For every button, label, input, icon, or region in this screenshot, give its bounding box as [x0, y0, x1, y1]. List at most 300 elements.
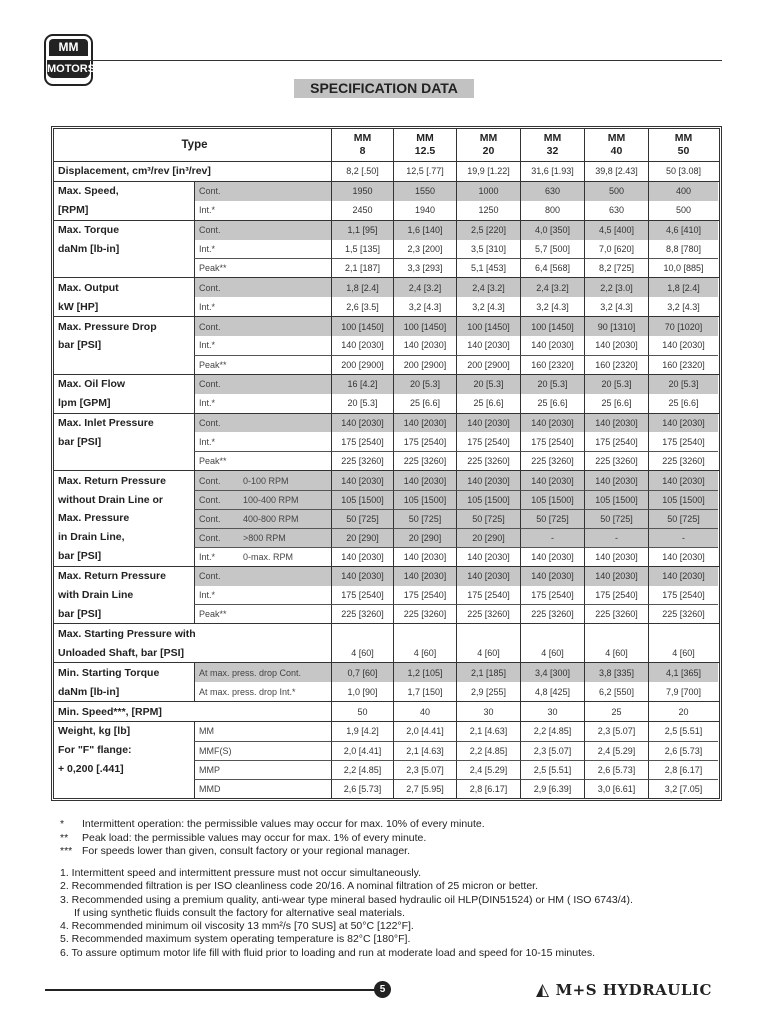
table-row: [54, 701, 719, 721]
model-header: [456, 129, 520, 161]
table-row: [54, 760, 719, 779]
value-cell: 2,2 [4.85]: [456, 741, 520, 760]
model-series: MM: [543, 132, 562, 144]
value-cell: 25 [6.6]: [648, 394, 718, 413]
value-cell: 3,2 [4.3]: [456, 297, 520, 316]
value-cell: 50 [725]: [331, 509, 393, 528]
value-cell: 225 [3260]: [393, 604, 456, 623]
value-cell: 140 [2030]: [584, 567, 648, 586]
row-label: bar [PSI]: [58, 339, 102, 352]
table-row: [54, 721, 719, 741]
value-cell: [648, 624, 718, 643]
footnote-text: Intermittent operation: the permissible values may occur for max. 10% of every minute.: [82, 818, 485, 830]
value-cell: 1,7 [150]: [393, 682, 456, 701]
row-condition: [194, 471, 331, 490]
logo-bottom-text: MOTORS: [47, 60, 90, 78]
value-cell: 1,6 [140]: [393, 221, 456, 240]
row-condition: [194, 604, 331, 623]
value-cell: 1,5 [135]: [331, 240, 393, 259]
value-cell: 4,0 [350]: [520, 221, 584, 240]
value-cell: 50 [725]: [520, 509, 584, 528]
value-cell: 2,3 [5.07]: [520, 741, 584, 760]
value-cell: 50 [725]: [584, 509, 648, 528]
row-label: Max. Pressure: [58, 512, 130, 525]
value-cell: 2,5 [220]: [456, 221, 520, 240]
value-cell: 2,0 [4.41]: [393, 722, 456, 741]
row-label: Max. Torque: [58, 224, 120, 237]
value-cell: 2,4 [5.29]: [456, 760, 520, 779]
condition-text: Int.*: [199, 551, 216, 562]
value-cell: 175 [2540]: [520, 586, 584, 605]
notes-list: [60, 867, 633, 960]
row-label: Max. Starting Pressure with: [58, 627, 196, 640]
value-cell: 2,9 [255]: [456, 682, 520, 701]
value-cell: 16 [4.2]: [331, 375, 393, 394]
value-cell: 175 [2540]: [648, 432, 718, 451]
condition-text: Int.*: [199, 301, 216, 312]
table-row: [54, 586, 719, 605]
value-cell: 4,1 [365]: [648, 663, 718, 682]
condition-text: Int.*: [199, 205, 216, 216]
value-cell: 140 [2030]: [393, 547, 456, 566]
value-cell: 140 [2030]: [584, 471, 648, 490]
spec-table: [51, 126, 722, 801]
value-cell: 2,1 [187]: [331, 258, 393, 277]
value-cell: 3,8 [335]: [584, 663, 648, 682]
value-cell: 140 [2030]: [456, 547, 520, 566]
footer-rule: [45, 989, 375, 991]
row-label: lpm [GPM]: [58, 397, 111, 410]
value-cell: 3,4 [300]: [520, 663, 584, 682]
condition-text: Int.*: [199, 436, 216, 447]
value-cell: 4 [60]: [648, 643, 718, 662]
table-row: [54, 604, 719, 623]
value-cell: 225 [3260]: [456, 451, 520, 470]
value-cell: 19,9 [1.22]: [456, 162, 520, 181]
table-row: [54, 623, 719, 643]
value-cell: 800: [520, 201, 584, 220]
value-cell: 2,2 [4.85]: [520, 722, 584, 741]
value-cell: 50: [331, 702, 393, 721]
value-cell: 2450: [331, 201, 393, 220]
value-cell: 8,2 [.50]: [331, 162, 393, 181]
model-size: 8: [359, 145, 366, 157]
value-cell: 140 [2030]: [456, 414, 520, 433]
row-condition: [194, 317, 331, 336]
condition-text: Cont.: [199, 225, 221, 236]
value-cell: 160 [2320]: [648, 355, 718, 374]
page-number: 5: [374, 981, 391, 998]
row-label: Min. Speed***, [RPM]: [58, 705, 162, 718]
value-cell: 2,3 [5.07]: [393, 760, 456, 779]
condition-text: Cont.: [199, 418, 221, 429]
value-cell: 140 [2030]: [648, 471, 718, 490]
table-row: [54, 451, 719, 470]
value-cell: 225 [3260]: [584, 451, 648, 470]
row-label: Max. Return Pressure: [58, 474, 166, 487]
row-condition: [194, 414, 331, 433]
value-cell: 105 [1500]: [520, 490, 584, 509]
value-cell: 20 [5.3]: [456, 375, 520, 394]
table-row: [54, 297, 719, 316]
model-size: 12.5: [414, 145, 436, 157]
footnote-mark: *: [60, 818, 65, 830]
value-cell: 1250: [456, 201, 520, 220]
footnote: [60, 832, 485, 846]
value-cell: 2,5 [5.51]: [520, 760, 584, 779]
value-cell: 12,5 [.77]: [393, 162, 456, 181]
value-cell: 200 [2900]: [456, 355, 520, 374]
table-row: [54, 741, 719, 760]
row-condition: [194, 240, 331, 259]
ms-logo-icon: ◭: [536, 980, 550, 1000]
row-label: [54, 355, 194, 374]
model-header: [584, 129, 648, 161]
condition-text: Peak**: [199, 456, 227, 467]
note-item: 6. To assure optimum motor life fill with fluid prior to loading and run at moderate load and speed for 10-15 minutes.: [60, 946, 596, 959]
value-cell: 140 [2030]: [393, 414, 456, 433]
value-cell: 4 [60]: [331, 643, 393, 662]
table-row: [54, 394, 719, 413]
value-cell: 0,7 [60]: [331, 663, 393, 682]
condition-text: Cont.: [199, 571, 221, 582]
row-label: [54, 779, 194, 798]
table-row: [54, 181, 719, 201]
value-cell: 140 [2030]: [456, 336, 520, 355]
value-cell: 1,2 [105]: [393, 663, 456, 682]
value-cell: 225 [3260]: [648, 451, 718, 470]
value-cell: 20 [5.3]: [331, 394, 393, 413]
row-condition: [194, 278, 331, 297]
value-cell: 140 [2030]: [331, 547, 393, 566]
value-cell: 2,6 [3.5]: [331, 297, 393, 316]
value-cell: 175 [2540]: [584, 432, 648, 451]
value-cell: 140 [2030]: [393, 471, 456, 490]
value-cell: 200 [2900]: [393, 355, 456, 374]
value-cell: 500: [648, 201, 718, 220]
value-cell: 20 [290]: [331, 528, 393, 547]
condition-text: Peak**: [199, 359, 227, 370]
note-item: If using synthetic fluids consult the factory for alternative seal materials.: [74, 906, 405, 919]
value-cell: 175 [2540]: [520, 432, 584, 451]
table-row: [54, 336, 719, 355]
value-cell: 7,0 [620]: [584, 240, 648, 259]
condition-text: MMD: [199, 783, 221, 794]
type-header: Type: [181, 139, 208, 151]
condition-text: Int.*: [199, 340, 216, 351]
model-series: MM: [674, 132, 693, 144]
value-cell: 100 [1450]: [520, 317, 584, 336]
value-cell: 2,2 [3.0]: [584, 278, 648, 297]
condition-range: 0-max. RPM: [243, 551, 294, 562]
value-cell: 90 [1310]: [584, 317, 648, 336]
condition-text: At max. press. drop Int.*: [199, 686, 296, 697]
value-cell: 25 [6.6]: [456, 394, 520, 413]
value-cell: 1,1 [95]: [331, 221, 393, 240]
value-cell: 50 [725]: [648, 509, 718, 528]
row-label: Max. Return Pressure: [58, 570, 166, 583]
value-cell: 20 [290]: [393, 528, 456, 547]
value-cell: 2,8 [6.17]: [456, 779, 520, 798]
value-cell: 140 [2030]: [520, 414, 584, 433]
value-cell: 25: [584, 702, 648, 721]
footnote-text: Peak load: the permissible values may occur for max. 1% of every minute.: [82, 831, 427, 844]
value-cell: 630: [520, 182, 584, 201]
value-cell: 5,1 [453]: [456, 258, 520, 277]
row-condition: [194, 509, 331, 528]
row-condition: [194, 779, 331, 798]
row-label: For "F" flange:: [58, 744, 132, 757]
value-cell: 30: [520, 702, 584, 721]
row-label: without Drain Line or: [58, 493, 163, 506]
row-label: [54, 451, 194, 470]
value-cell: 1550: [393, 182, 456, 201]
table-row: [54, 162, 719, 181]
table-header: [54, 129, 719, 162]
value-cell: 630: [584, 201, 648, 220]
condition-text: MMF(S): [199, 745, 232, 756]
footnote: [60, 845, 485, 859]
value-cell: 105 [1500]: [393, 490, 456, 509]
value-cell: 160 [2320]: [520, 355, 584, 374]
row-condition: [194, 375, 331, 394]
value-cell: 140 [2030]: [648, 414, 718, 433]
value-cell: [331, 624, 393, 643]
value-cell: 225 [3260]: [456, 604, 520, 623]
value-cell: 500: [584, 182, 648, 201]
value-cell: 30: [456, 702, 520, 721]
model-header: [331, 129, 393, 161]
value-cell: 105 [1500]: [584, 490, 648, 509]
table-row: [54, 643, 719, 662]
value-cell: 3,2 [4.3]: [648, 297, 718, 316]
table-row: [54, 490, 719, 509]
condition-range: 0-100 RPM: [243, 475, 289, 486]
value-cell: 105 [1500]: [648, 490, 718, 509]
model-size: 32: [546, 145, 559, 157]
row-label: [54, 258, 194, 277]
brand-logo: [536, 980, 712, 1000]
value-cell: 20 [290]: [456, 528, 520, 547]
value-cell: 4 [60]: [584, 643, 648, 662]
table-row: [54, 432, 719, 451]
value-cell: 4 [60]: [520, 643, 584, 662]
condition-text: Cont.: [199, 186, 221, 197]
model-series: MM: [479, 132, 498, 144]
value-cell: 2,2 [4.85]: [331, 760, 393, 779]
value-cell: 175 [2540]: [648, 586, 718, 605]
row-condition: [194, 394, 331, 413]
value-cell: 2,7 [5.95]: [393, 779, 456, 798]
row-condition: [194, 682, 331, 701]
row-label: + 0,200 [.441]: [58, 763, 124, 776]
value-cell: 2,4 [5.29]: [584, 741, 648, 760]
value-cell: 140 [2030]: [520, 336, 584, 355]
table-row: [54, 547, 719, 566]
value-cell: 6,4 [568]: [520, 258, 584, 277]
value-cell: 140 [2030]: [520, 471, 584, 490]
row-condition: [194, 336, 331, 355]
value-cell: 140 [2030]: [648, 547, 718, 566]
value-cell: 225 [3260]: [520, 604, 584, 623]
value-cell: [520, 624, 584, 643]
model-size: 40: [610, 145, 623, 157]
condition-text: Peak**: [199, 609, 227, 620]
value-cell: 225 [3260]: [331, 604, 393, 623]
row-label: Max. Speed,: [58, 185, 119, 198]
condition-text: Cont.: [199, 495, 221, 506]
value-cell: 105 [1500]: [331, 490, 393, 509]
value-cell: 100 [1450]: [331, 317, 393, 336]
footnotes: [60, 818, 485, 859]
value-cell: 140 [2030]: [456, 471, 520, 490]
value-cell: 3,2 [4.3]: [520, 297, 584, 316]
note-item: 2. Recommended filtration is per ISO cleanliness code 20/16. A nominal filtration of 25 micron or better.: [60, 880, 539, 893]
condition-range: >800 RPM: [243, 532, 286, 543]
value-cell: 4 [60]: [456, 643, 520, 662]
value-cell: 200 [2900]: [331, 355, 393, 374]
table-row: [54, 355, 719, 374]
model-series: MM: [416, 132, 434, 144]
model-header: [648, 129, 718, 161]
value-cell: 105 [1500]: [456, 490, 520, 509]
value-cell: -: [520, 528, 584, 547]
value-cell: 140 [2030]: [648, 567, 718, 586]
condition-text: Cont.: [199, 532, 221, 543]
value-cell: 100 [1450]: [456, 317, 520, 336]
value-cell: 2,4 [3.2]: [520, 278, 584, 297]
row-label: Weight, kg [lb]: [58, 725, 131, 738]
note-item: 4. Recommended minimum oil viscosity 13 mm²/s [70 SUS] at 50°C [122°F].: [60, 920, 414, 933]
row-condition: [194, 221, 331, 240]
value-cell: [584, 624, 648, 643]
value-cell: 50 [725]: [393, 509, 456, 528]
value-cell: 3,5 [310]: [456, 240, 520, 259]
table-row: [54, 240, 719, 259]
value-cell: 2,1 [4.63]: [456, 722, 520, 741]
row-label: [RPM]: [58, 204, 89, 217]
condition-text: Int.*: [199, 590, 216, 601]
value-cell: 175 [2540]: [331, 586, 393, 605]
value-cell: 4 [60]: [393, 643, 456, 662]
row-label: Max. Oil Flow: [58, 378, 126, 391]
table-row: [54, 662, 719, 682]
row-label: Displacement, cm³/rev [in³/rev]: [58, 165, 211, 178]
note-item: 1. Intermittent speed and intermittent pressure must not occur simultaneously.: [60, 867, 422, 879]
row-condition: [194, 258, 331, 277]
value-cell: 20 [5.3]: [520, 375, 584, 394]
value-cell: 2,6 [5.73]: [584, 760, 648, 779]
table-row: [54, 374, 719, 394]
value-cell: 175 [2540]: [331, 432, 393, 451]
value-cell: 20 [5.3]: [584, 375, 648, 394]
value-cell: 25 [6.6]: [584, 394, 648, 413]
condition-text: Cont.: [199, 513, 221, 524]
value-cell: 140 [2030]: [584, 547, 648, 566]
value-cell: 50 [725]: [456, 509, 520, 528]
value-cell: 4,8 [425]: [520, 682, 584, 701]
row-label: Min. Starting Torque: [58, 666, 160, 679]
table-row: [54, 528, 719, 547]
value-cell: [456, 624, 520, 643]
value-cell: 4,5 [400]: [584, 221, 648, 240]
brand-name: M+S HYDRAULIC: [555, 981, 712, 999]
value-cell: 3,2 [7.05]: [648, 779, 718, 798]
value-cell: 25 [6.6]: [520, 394, 584, 413]
row-label: daNm [lb-in]: [58, 243, 120, 255]
row-label: kW [HP]: [58, 300, 99, 313]
value-cell: 6,2 [550]: [584, 682, 648, 701]
footnote: [60, 818, 485, 832]
value-cell: 3,2 [4.3]: [584, 297, 648, 316]
row-condition: [194, 355, 331, 374]
table-row: [54, 509, 719, 528]
condition-text: Cont.: [199, 282, 221, 293]
value-cell: 2,9 [6.39]: [520, 779, 584, 798]
page-title: SPECIFICATION DATA: [294, 79, 474, 98]
condition-text: Cont.: [199, 475, 221, 486]
value-cell: 160 [2320]: [584, 355, 648, 374]
table-row: [54, 470, 719, 490]
value-cell: 140 [2030]: [648, 336, 718, 355]
value-cell: 140 [2030]: [584, 336, 648, 355]
value-cell: 1,8 [2.4]: [648, 278, 718, 297]
row-label: in Drain Line,: [58, 531, 125, 544]
table-row: [54, 779, 719, 798]
value-cell: 175 [2540]: [393, 432, 456, 451]
value-cell: 2,1 [4.63]: [393, 741, 456, 760]
model-size: 50: [677, 145, 690, 157]
value-cell: 1,9 [4.2]: [331, 722, 393, 741]
value-cell: 10,0 [885]: [648, 258, 718, 277]
logo-top-text: MM: [49, 39, 88, 56]
row-label: Max. Output: [58, 281, 119, 294]
table-row: [54, 566, 719, 586]
row-label: bar [PSI]: [58, 550, 102, 563]
value-cell: 2,3 [200]: [393, 240, 456, 259]
value-cell: 225 [3260]: [520, 451, 584, 470]
row-label: with Drain Line: [58, 589, 134, 602]
model-size: 20: [482, 145, 495, 157]
value-cell: 2,0 [4.41]: [331, 741, 393, 760]
value-cell: 100 [1450]: [393, 317, 456, 336]
value-cell: 25 [6.6]: [393, 394, 456, 413]
value-cell: 1,8 [2.4]: [331, 278, 393, 297]
condition-text: MMP: [199, 764, 220, 775]
table-row: [54, 258, 719, 277]
table-row: [54, 277, 719, 297]
value-cell: 40: [393, 702, 456, 721]
row-condition: [194, 201, 331, 220]
value-cell: 140 [2030]: [331, 567, 393, 586]
value-cell: 140 [2030]: [331, 336, 393, 355]
footnote-mark: ***: [60, 845, 73, 857]
value-cell: 8,2 [725]: [584, 258, 648, 277]
condition-text: Cont.: [199, 321, 221, 332]
value-cell: 225 [3260]: [584, 604, 648, 623]
row-condition: [194, 567, 331, 586]
value-cell: 1,0 [90]: [331, 682, 393, 701]
condition-text: Peak**: [199, 263, 227, 274]
note-item: 3. Recommended using a premium quality, anti-wear type mineral based hydraulic oil HLP(DIN51524) or HM ( ISO 6743/4).: [60, 893, 633, 906]
value-cell: 1950: [331, 182, 393, 201]
condition-text: At max. press. drop Cont.: [199, 667, 302, 678]
table-row: [54, 682, 719, 701]
model-header: [393, 129, 456, 161]
value-cell: 140 [2030]: [456, 567, 520, 586]
value-cell: 7,9 [700]: [648, 682, 718, 701]
value-cell: 2,4 [3.2]: [393, 278, 456, 297]
